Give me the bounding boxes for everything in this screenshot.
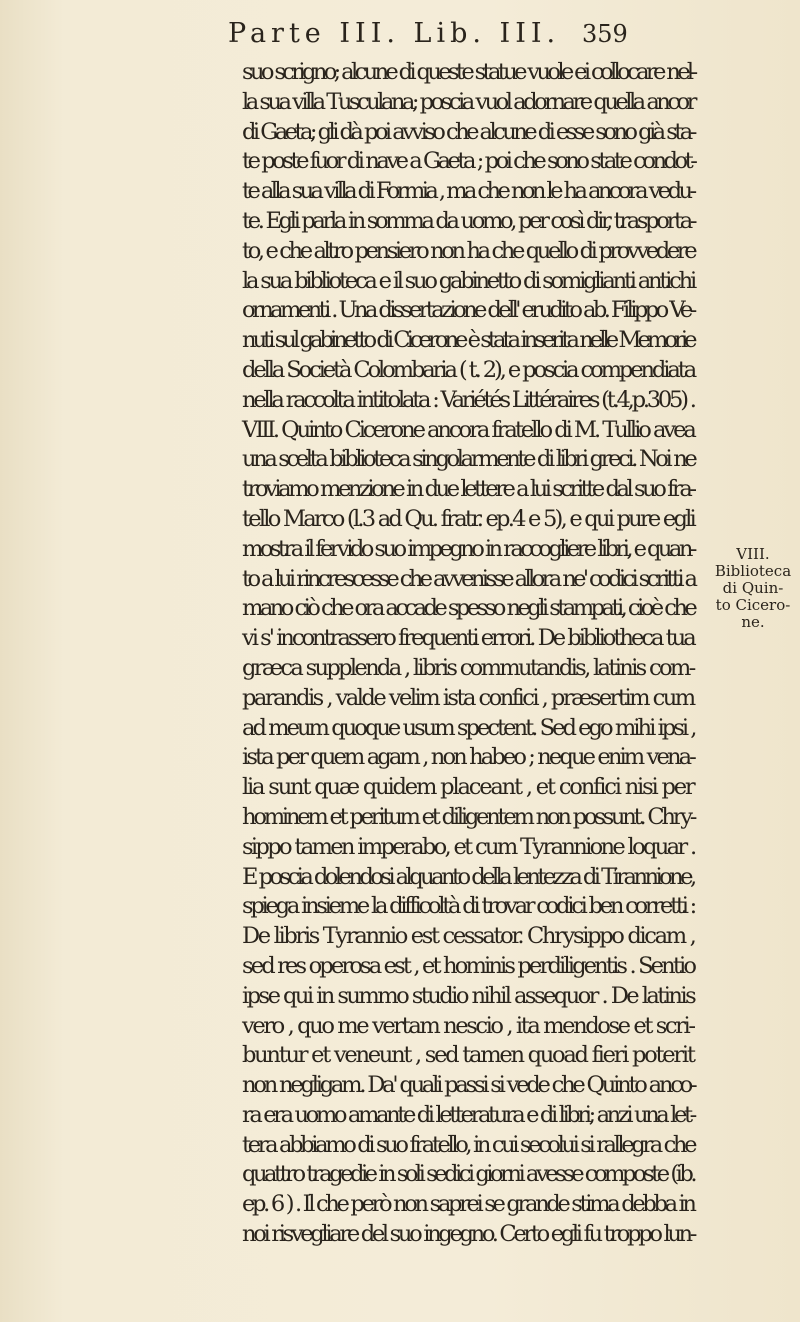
text-line: noi risvegliare del suo ingegno. Certo egli fu troppo lun-: [242, 1221, 695, 1248]
text-line: ad meum quoque usum spectent. Sed ego mihi ipsi ,: [242, 714, 695, 741]
margin-note-line: to Cicero-: [715, 596, 791, 614]
text-line: quattro tragedie in soli sedici giorni avesse composte (ib.: [242, 1161, 695, 1188]
text-line: lia sunt quæ quidem placeant , et confici nisi per: [242, 774, 694, 801]
text-line: vi s' incontrassero frequenti errori. De bibliotheca tua: [242, 625, 694, 652]
text-line: una scelta biblioteca singolarmente di libri greci. Noi ne: [242, 446, 695, 473]
text-line: ornamenti . Una dissertazione dell' erudito ab. Filippo Ve-: [242, 297, 694, 324]
text-line: to, e che altro pensiero non ha che quello di provvedere: [242, 237, 695, 264]
body-text: [242, 58, 694, 1250]
text-line: la sua villa Tusculana; poscia vuol adornare quella ancor: [242, 88, 694, 115]
text-line: parandis , valde velim ista confici , præsertim cum: [242, 684, 694, 711]
text-line: la sua biblioteca e il suo gabinetto di somiglianti antichi: [242, 267, 694, 294]
text-line: tera abbiamo di suo fratello, in cui secolui si rallegra che: [242, 1131, 695, 1158]
text-line: te. Egli parla in somma da uomo, per così dir, trasporta-: [242, 207, 695, 234]
text-line: nuti sul gabinetto di Cicerone è stata inserita nelle Memorie: [242, 327, 694, 354]
text-line: ra era uomo amante di letteratura e di libri; anzi una let-: [242, 1101, 694, 1128]
text-line: hominem et peritum et diligentem non possunt. Chry-: [242, 803, 695, 830]
text-line: di Gaeta; gli dà poi avviso che alcune di esse sono già sta-: [242, 118, 694, 145]
text-line: ep. 6 ) . Il che però non saprei se grande stima debba in: [242, 1191, 694, 1218]
margin-note-line: ne.: [741, 613, 765, 631]
text-line: mostra il fervido suo impegno in raccogliere libri, e quan-: [242, 535, 694, 562]
text-line: non negligam. Da' quali passi si vede che Quinto anco-: [242, 1072, 695, 1099]
text-line: te alla sua villa di Formia , ma che non le ha ancora vedu-: [242, 178, 694, 205]
text-line: spiega insieme la difficoltà di trovar codici ben corretti :: [242, 893, 694, 920]
text-line: E poscia dolendosi alquanto della lentezza di Tirannione,: [242, 863, 694, 890]
text-line: suo scrigno; alcune di queste statue vuole ei collocare nel-: [242, 59, 695, 85]
text-line: ipse qui in summo studio nihil assequor . De latinis: [242, 982, 695, 1009]
running-header: [0, 12, 800, 52]
running-head-title: Parte III. Lib. III.: [228, 18, 561, 49]
text-line: vero , quo me vertam nescio , ita mendose et scri-: [242, 1012, 694, 1039]
text-line: tello Marco (l.3 ad Qu. fratr. ep.4 e 5), e qui pure egli: [242, 505, 694, 532]
margin-note-line: Biblioteca: [714, 562, 792, 580]
text-line: to a lui rincrescesse che avvenisse allora ne' codici scritti a: [242, 565, 695, 592]
text-line: mano ciò che ora accade spesso negli stampati, cioè che: [242, 595, 695, 622]
text-line: nella raccolta intitolata : Variétés Littéraires (t.4,p.305) .: [242, 386, 694, 413]
text-line: sippo tamen imperabo, et cum Tyrannione loquar .: [242, 833, 695, 860]
margin-note-line: VIII.: [736, 545, 770, 563]
text-line: De libris Tyrannio est cessator. Chrysippo dicam ,: [242, 923, 695, 950]
text-line: della Società Colombaria ( t. 2), e poscia compendiata: [242, 356, 695, 383]
text-line: buntur et veneunt , sed tamen quoad fieri poterit: [242, 1042, 694, 1069]
margin-note: [708, 546, 798, 631]
page-number: 359: [582, 20, 628, 48]
text-line: sed res operosa est , et hominis perdiligentis . Sentio: [242, 952, 695, 979]
text-line: te poste fuor di nave a Gaeta ; poi che sono state condot-: [242, 148, 695, 175]
margin-note-line: di Quin-: [722, 579, 784, 597]
text-line: græca supplenda , libris commutandis, latinis com-: [242, 654, 694, 681]
text-line: VIII. Quinto Cicerone ancora fratello di M. Tullio avea: [242, 416, 694, 443]
text-line: ista per quem agam , non habeo ; neque enim vena-: [242, 744, 694, 771]
text-line: troviamo menzione in due lettere a lui scritte dal suo fra-: [242, 476, 694, 503]
